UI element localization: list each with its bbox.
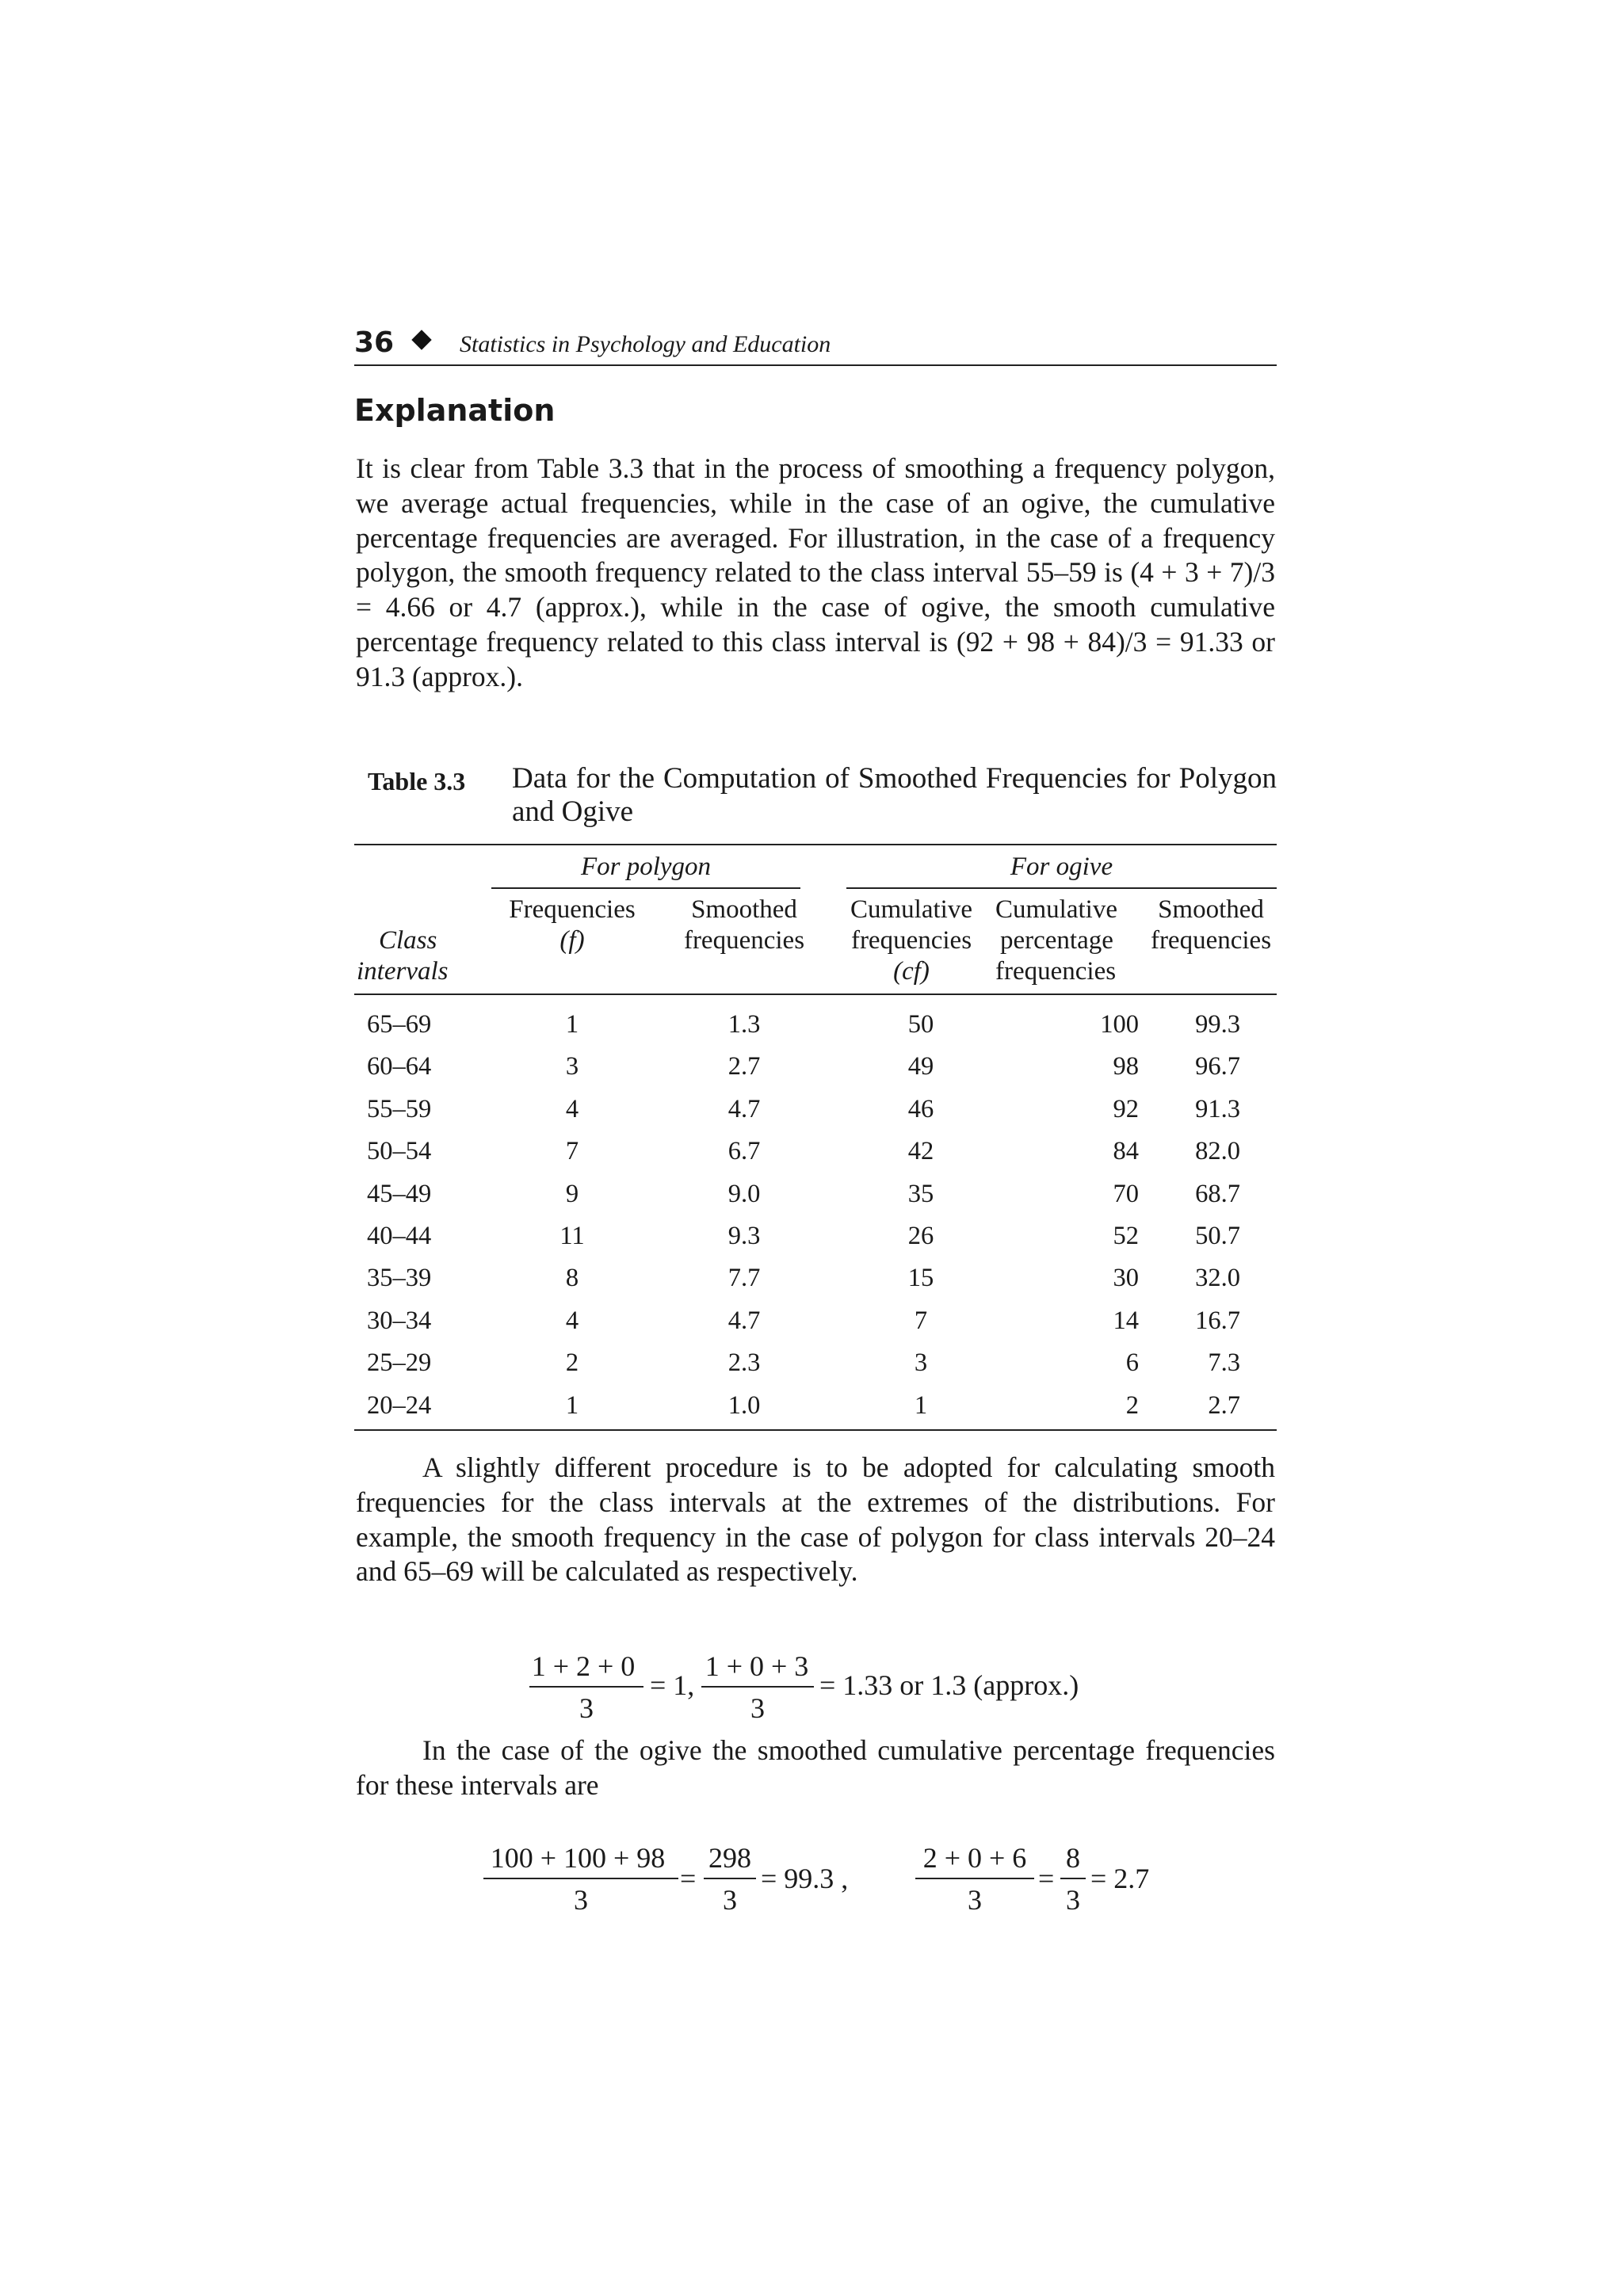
cell-smoothed-frequency: 1.0	[727, 1391, 761, 1420]
col-header-smoothed-polygon: Smoothed frequencies	[683, 895, 805, 955]
cell-cumulative-frequency: 46	[907, 1095, 934, 1123]
cell-smoothed-ogive: 82.0	[1195, 1137, 1240, 1165]
col-header-frequencies: Frequencies (f)	[509, 895, 636, 955]
cell-cumulative-frequency: 3	[914, 1348, 928, 1377]
cell-cumulative-percentage: 6	[1125, 1348, 1139, 1377]
cell-frequency: 8	[565, 1264, 579, 1292]
cell-cumulative-percentage: 98	[1113, 1052, 1139, 1081]
cell-smoothed-frequency: 2.3	[727, 1348, 761, 1377]
equation-result: = 1.33 or 1.3 (approx.)	[819, 1669, 1079, 1701]
col-header-class: Class intervals	[357, 926, 449, 986]
cell-cumulative-frequency: 50	[907, 1010, 934, 1039]
paragraph-explanation: It is clear from Table 3.3 that in the process of smoothing a frequency polygon, we average actual frequencies, while in the case of an ogive, the cumulative percentage frequencies are averaged. For illustration, in the case of a frequency polygon, the smooth frequency related to the class interval 55–59 is (4 + 3 + 7)/3 = 4.66 or 4.7 (approx.), while in the case of ogive, the smooth cumulative percentage frequency related to this class interval is (92 + 98 + 84)/3 = 91.33 or 91.3 (approx.).	[356, 452, 1275, 692]
cell-cumulative-frequency: 35	[907, 1180, 934, 1208]
fraction-numerator: 8	[1066, 1842, 1080, 1874]
cell-smoothed-frequency: 6.7	[727, 1137, 761, 1165]
cell-class-interval: 45–49	[367, 1180, 432, 1208]
fraction-bar	[483, 1878, 678, 1879]
fraction-bar	[529, 1686, 643, 1688]
fraction-numerator: 298	[708, 1842, 751, 1874]
cell-smoothed-frequency: 2.7	[727, 1052, 761, 1081]
cell-class-interval: 40–44	[367, 1222, 432, 1250]
equation-result: = 2.7	[1090, 1863, 1150, 1894]
fraction-numerator: 2 + 0 + 6	[922, 1842, 1027, 1874]
fraction-numerator: 100 + 100 + 98	[490, 1842, 666, 1874]
cell-cumulative-percentage: 52	[1113, 1222, 1139, 1250]
cell-smoothed-frequency: 9.0	[727, 1180, 761, 1208]
col-header-cumulative-percentage: Cumulative percentage frequencies	[995, 895, 1117, 986]
cell-cumulative-percentage: 30	[1113, 1264, 1139, 1292]
equals-sign: =	[1038, 1863, 1055, 1894]
cell-class-interval: 30–34	[367, 1306, 432, 1335]
running-header	[354, 317, 1277, 366]
cell-cumulative-percentage: 84	[1113, 1137, 1139, 1165]
diamond-icon	[411, 330, 431, 349]
fraction-denominator: 3	[1066, 1884, 1080, 1916]
running-title: Statistics in Psychology and Education	[460, 331, 831, 357]
cell-frequency: 1	[565, 1391, 579, 1420]
cell-frequency: 9	[565, 1180, 579, 1208]
cell-class-interval: 65–69	[367, 1010, 432, 1039]
cell-frequency: 1	[565, 1010, 579, 1039]
paragraph-ogive-extremes: In the case of the ogive the smoothed cumulative percentage frequencies for these intervals are	[356, 1734, 1275, 1801]
cell-smoothed-ogive: 96.7	[1195, 1052, 1240, 1081]
cell-frequency: 4	[565, 1306, 579, 1335]
cell-class-interval: 60–64	[367, 1052, 432, 1081]
cell-smoothed-ogive: 50.7	[1195, 1222, 1240, 1250]
cell-cumulative-frequency: 7	[914, 1306, 928, 1335]
fraction-denominator: 3	[968, 1884, 982, 1916]
table-caption: Data for the Computation of Smoothed Frequencies for Polygon and Ogive	[512, 762, 1277, 828]
fraction-denominator: 3	[750, 1692, 765, 1724]
col-header-smoothed-ogive: Smoothed frequencies	[1150, 895, 1272, 955]
cell-smoothed-frequency: 4.7	[727, 1306, 761, 1335]
group-header-polygon: For polygon	[580, 852, 712, 881]
cell-cumulative-frequency: 26	[907, 1222, 934, 1250]
cell-cumulative-frequency: 49	[907, 1052, 934, 1081]
cell-smoothed-frequency: 7.7	[727, 1264, 761, 1292]
fraction-denominator: 3	[579, 1692, 594, 1724]
header-bottom-rule	[354, 994, 1277, 995]
cell-cumulative-percentage: 92	[1113, 1095, 1139, 1123]
page-number: 36	[354, 326, 395, 359]
equation-result: = 1,	[650, 1669, 695, 1701]
cell-cumulative-percentage: 2	[1125, 1391, 1139, 1420]
cell-class-interval: 50–54	[367, 1137, 432, 1165]
cell-smoothed-ogive: 7.3	[1208, 1348, 1240, 1377]
cell-smoothed-frequency: 1.3	[727, 1010, 761, 1039]
equals-sign: =	[680, 1863, 697, 1894]
fraction-denominator: 3	[723, 1884, 737, 1916]
cell-cumulative-frequency: 15	[907, 1264, 934, 1292]
cell-smoothed-ogive: 16.7	[1195, 1306, 1240, 1335]
cell-cumulative-percentage: 14	[1113, 1306, 1139, 1335]
cell-smoothed-ogive: 91.3	[1195, 1095, 1240, 1123]
polygon-group-rule	[491, 887, 800, 889]
fraction-numerator: 1 + 2 + 0	[531, 1650, 636, 1682]
cell-smoothed-ogive: 99.3	[1195, 1010, 1240, 1039]
cell-smoothed-ogive: 68.7	[1195, 1180, 1240, 1208]
cell-smoothed-frequency: 9.3	[727, 1222, 761, 1250]
cell-frequency: 3	[565, 1052, 579, 1081]
cell-cumulative-percentage: 100	[1100, 1010, 1139, 1039]
cell-frequency: 2	[565, 1348, 579, 1377]
fraction-bar	[1060, 1878, 1086, 1879]
table-label: Table 3.3	[368, 767, 466, 795]
fraction-numerator: 1 + 0 + 3	[705, 1650, 809, 1682]
cell-smoothed-ogive: 32.0	[1195, 1264, 1240, 1292]
cell-cumulative-percentage: 70	[1113, 1180, 1139, 1208]
cell-frequency: 7	[565, 1137, 579, 1165]
fraction-bar	[701, 1686, 814, 1688]
cell-frequency: 4	[565, 1095, 579, 1123]
cell-cumulative-frequency: 1	[914, 1391, 928, 1420]
cell-smoothed-frequency: 4.7	[727, 1095, 761, 1123]
cell-class-interval: 35–39	[367, 1264, 432, 1292]
paragraph-extremes: A slightly different procedure is to be adopted for calculating smooth frequencies for the class intervals at the extremes of the distributions. For example, the smooth frequency in the case of polygon for class intervals 20–24 and 65–69 will be calculated as respectively.	[356, 1451, 1275, 1588]
ogive-group-rule	[846, 887, 1277, 889]
cell-class-interval: 25–29	[367, 1348, 432, 1377]
cell-frequency: 11	[559, 1222, 585, 1250]
cell-class-interval: 20–24	[367, 1391, 432, 1420]
table-top-rule	[354, 844, 1277, 845]
fraction-bar	[704, 1878, 756, 1879]
fraction-denominator: 3	[574, 1884, 588, 1916]
cell-class-interval: 55–59	[367, 1095, 432, 1123]
cell-smoothed-ogive: 2.7	[1208, 1391, 1240, 1420]
section-heading: Explanation	[354, 393, 556, 428]
cell-cumulative-frequency: 42	[907, 1137, 934, 1165]
equation-result: = 99.3 ,	[761, 1863, 849, 1894]
table-bottom-rule	[354, 1429, 1277, 1431]
group-header-ogive: For ogive	[1010, 852, 1113, 881]
fraction-bar	[915, 1878, 1034, 1879]
col-header-cumulative: Cumulative frequencies (cf)	[850, 895, 972, 986]
